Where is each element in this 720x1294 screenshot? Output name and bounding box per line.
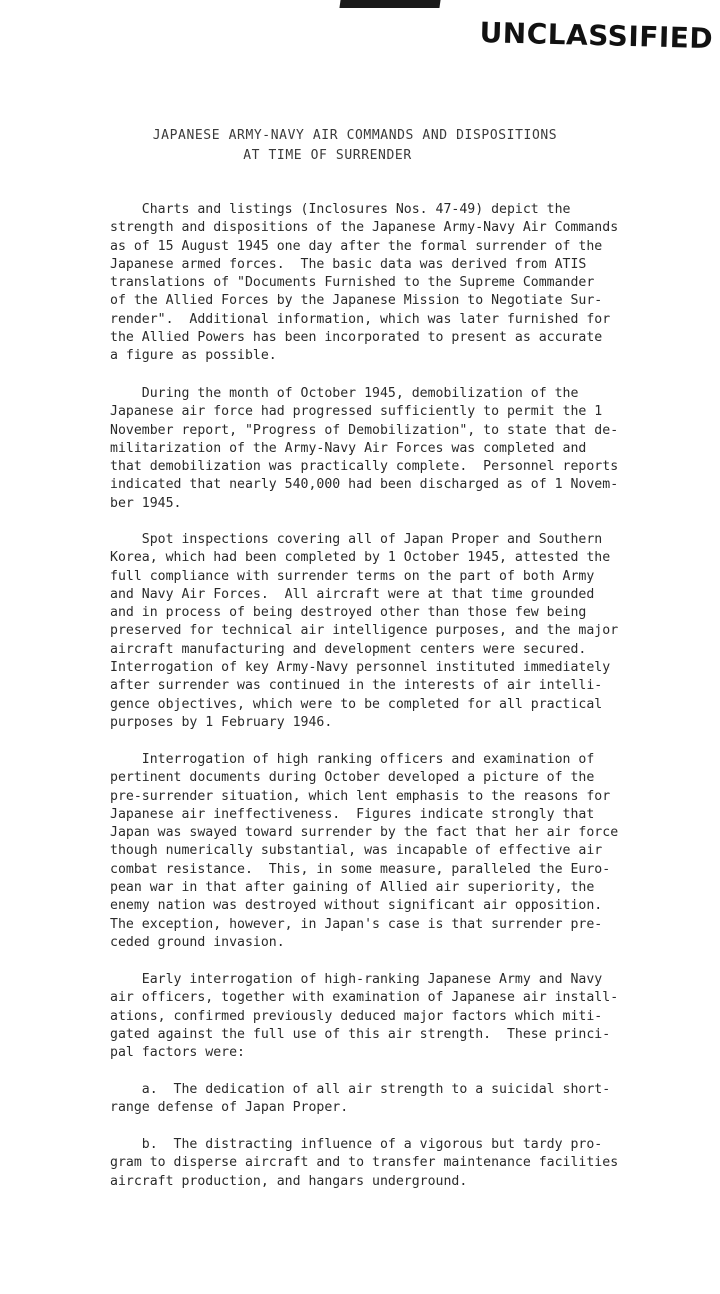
paragraph-2: During the month of October 1945, demobilization of the Japanese air force had progressed sufficiently to permit the 1 November report, "Progress of Demobilization", to state that de- militarization of the Army-Navy Air Forces was completed and that demobilization was practically complete. Personnel reports indicated that nearly 540,000 had been discharged as of 1 Novem- ber 1945. bbox=[110, 386, 619, 511]
factor-a: a. The dedication of all air strength to a suicidal short- range defense of Japan Proper. bbox=[110, 1082, 611, 1116]
paragraph-3: Spot inspections covering all of Japan Proper and Southern Korea, which had been completed by 1 October 1945, attested the full compliance with surrender terms on the part of both Army and Navy Air Forces. All aircraft were at that time grounded and in process of being destroyed other than those few being preserved for technical air intelligence purposes, and the major aircraft manufacturing and development centers were secured. Interrogation of key Army-Navy personnel instituted immediately after surrender was continued in the interests of air intelli- gence objectives, which were to be completed for all practical purposes by 1 February 1946. bbox=[110, 532, 619, 730]
factor-b: b. The distracting influence of a vigorous but tardy pro- gram to disperse aircraft and to transfer maintenance facilities aircraft production, and hangars underground. bbox=[110, 1137, 619, 1189]
paragraph-4: Interrogation of high ranking officers and examination of pertinent documents during October developed a picture of the pre-surrender situation, which lent emphasis to the reasons for Japanese air ineffectiveness. Figures indicate strongly that Japan was swayed toward surrender by the fact that her air force though numerically substantial, was incapable of effective air combat resistance. This, in some measure, paralleled the Euro- pean war in that after gaining of Allied air superiority, the enemy nation was destroyed without significant air opposition. The exception, however, in Japan's case is that surrender pre- ceded ground invasion. bbox=[110, 752, 619, 950]
classification-stamp: UNCLASSIFIED bbox=[479, 16, 714, 56]
paragraph-5: Early interrogation of high-ranking Japanese Army and Navy air officers, together with examination of Japanese air install- ations, confirmed previously deduced major factors which miti- gated against the full use of this air strength. These princi- pal factors were: bbox=[110, 972, 619, 1061]
document-title-line-1: JAPANESE ARMY-NAVY AIR COMMANDS AND DISPOSITIONS bbox=[152, 128, 558, 143]
document-title-line-2: AT TIME OF SURRENDER bbox=[243, 148, 412, 163]
redacted-header-mark bbox=[339, 0, 440, 8]
paragraph-1: Charts and listings (Inclosures Nos. 47-49) depict the strength and dispositions of the Japanese Army-Navy Air Commands as of 15 August 1945 one day after the formal surrender of the Japanese armed forces. The basic data was derived from ATIS translations of "Documents Furnished to the Supreme Commander of the Allied Forces by the Japanese Mission to Negotiate Sur- render". Additional information, which was later furnished for the Allied Powers has been incorporated to present as accurate a figure as possible. bbox=[110, 202, 619, 364]
